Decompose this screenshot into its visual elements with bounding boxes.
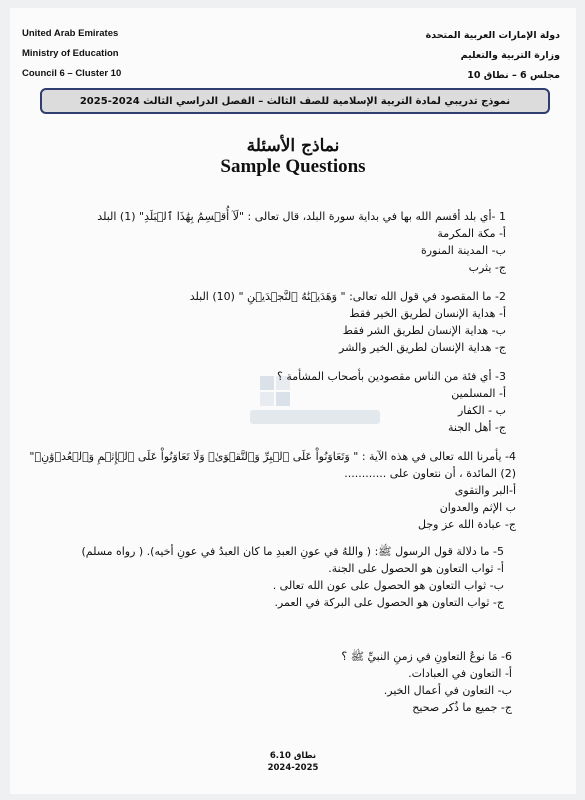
option-c: ج- عبادة الله عز وجل [418,518,516,531]
question-2 [190,288,506,356]
header-country-ar: دولة الإمارات العربية المتحدة [425,30,560,41]
question-stem-continued: (2) المائدة ، أن نتعاون على ............ [344,467,516,480]
option-b: ب- ثواب التعاون هو الحصول على عون الله تعالى . [272,579,504,592]
question-1 [97,208,506,276]
option-b: ب- المدينة المنورة [421,244,506,257]
question-4 [29,448,516,533]
document-page [10,8,576,794]
question-stem: 4- يأمرنا الله تعالى في هذه الآية : " وَتَعَاوَنُواْ عَلَى ٱلۡبِرِّ وَٱلتَّقۡوَىٰۖ وَلَا تَعَاوَنُواْ عَلَى ٱلۡإِثۡمِ وَٱلۡعُدۡوَٰنِۚ" [29,450,516,463]
header-council-en: Council 6 – Cluster 10 [22,68,122,79]
header-english [22,24,121,84]
option-b: ب- التعاون في أعمال الخير. [383,684,512,697]
header-arabic [426,26,560,86]
option-c: ج- يثرب [468,261,506,274]
header-ministry-en: Ministry of Education [22,48,119,59]
option-a: أ- ثواب التعاون هو الحصول على الجنة. [328,562,504,575]
option-c: ج- جميع ما ذُكر صحيح [412,701,512,714]
option-a: أ-البر والتقوى [454,484,516,497]
page-footer [10,750,576,774]
option-a: أ- مكة المكرمة [437,227,506,240]
question-stem: 5- ما دلالة قول الرسول ﷺ: ( واللهُ في عونِ العبدِ ما كان العبدُ في عونِ أخيه). ( رواه مسلم) [81,545,504,558]
footer-cluster: نطاق 6.10 [269,751,317,761]
option-a: أ- المسلمين [451,387,506,400]
option-b: ب - الكفار [457,404,506,417]
option-b: ب- هداية الإنسان لطريق الشر فقط [342,324,506,337]
option-c: ج- أهل الجنة [448,421,506,434]
question-6 [341,648,512,716]
question-stem: 6- مَا نوعُ التعاونِ في زمنِ النبيِّ ﷺ ؟ [341,650,512,663]
question-stem: 2- ما المقصود في قول الله تعالى: " وَهَدَيۡنَٰهُ ٱلنَّجۡدَيۡنِ " (10) البلد [189,290,506,303]
header-ministry-ar: وزارة التربية والتعليم [460,50,560,61]
footer-year: 2024-2025 [267,763,319,773]
option-a: أ- التعاون في العبادات. [408,667,512,680]
title-arabic: نماذج الأسئلة [246,136,340,156]
question-3 [277,368,506,436]
option-c: ج- هداية الإنسان لطريق الخير والشر [339,341,506,354]
question-stem: 3- أي فئة من الناس مقصودين بأصحاب المشأمة ؟ [277,370,506,383]
option-c: ج- ثواب التعاون هو الحصول على البركة في العمر. [274,596,504,609]
header-country-en: United Arab Emirates [22,28,119,39]
title-english: Sample Questions [220,156,366,177]
header-council-ar: مجلس 6 – نطاق 10 [467,70,560,81]
question-stem: 1 -أي بلد أقسم الله بها في بداية سورة البلد، قال تعالى : "لَآ أُقۡسِمُ بِهَٰذَا ٱلۡبَلَدِ" (1) البلد [97,210,506,223]
banner-text: نموذج تدريبي لمادة التربية الإسلامية للصف الثالث – الفصل الدراسي الثالث 2024-2025 [79,95,511,107]
question-5 [82,543,505,611]
option-a: أ- هداية الإنسان لطريق الخير فقط [349,307,506,320]
exam-banner [40,88,550,114]
option-b: ب الإثم والعدوان [439,501,516,514]
